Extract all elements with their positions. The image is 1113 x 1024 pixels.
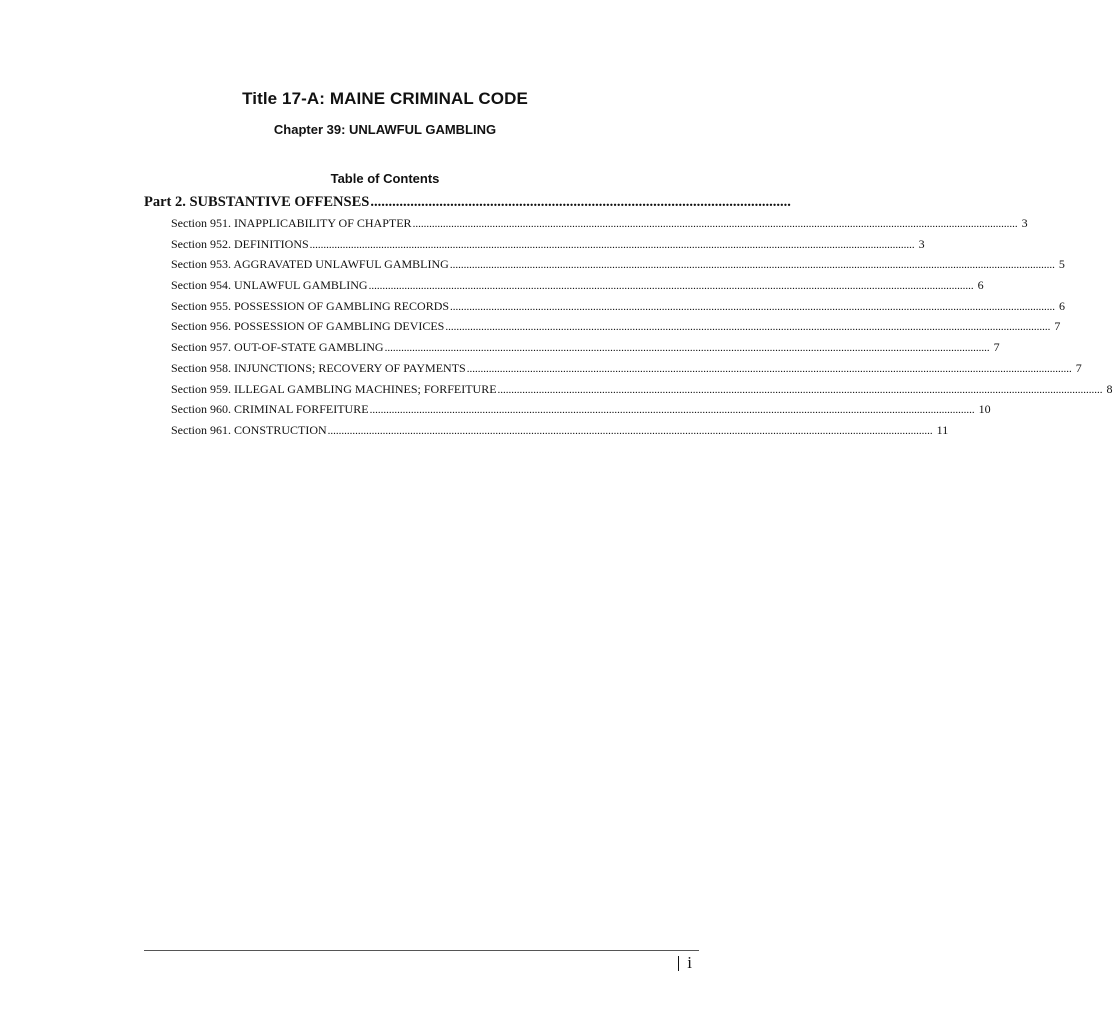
- toc-entry[interactable]: [171, 236, 925, 258]
- dot-leader: ............................................................................................................................................................................................................................: [368, 280, 974, 293]
- toc-entry[interactable]: [171, 340, 1000, 361]
- toc-entry[interactable]: [171, 360, 1082, 382]
- toc-entry[interactable]: [171, 381, 1113, 403]
- footer-divider: [144, 950, 699, 951]
- toc-entry-page: 6: [1059, 298, 1066, 313]
- toc-entry[interactable]: [171, 319, 1061, 340]
- toc-entry-label: Section 961. CONSTRUCTION: [171, 422, 327, 437]
- toc-entry-page: 7: [1075, 360, 1082, 375]
- toc-entry-page: 3: [918, 236, 925, 251]
- toc-entry-label: Section 960. CRIMINAL FORFEITURE: [171, 402, 369, 417]
- dot-leader: ............................................................................................................................................................................................................................: [327, 424, 933, 437]
- dot-leader: ............................................................................................................................................................................................................................: [449, 259, 1055, 272]
- part-label: Part 2. SUBSTANTIVE OFFENSES: [144, 194, 370, 210]
- toc-entry-page: 11: [936, 422, 949, 437]
- toc-entry-page: 7: [993, 340, 1000, 355]
- toc-entry-label: Section 958. INJUNCTIONS; RECOVERY OF PAYMENTS: [171, 360, 466, 375]
- toc-entry-page: 7: [1054, 319, 1061, 334]
- toc-entry-label: Section 956. POSSESSION OF GAMBLING DEVICES: [171, 319, 445, 334]
- toc-entry[interactable]: [171, 216, 1028, 237]
- toc-entry[interactable]: [171, 278, 984, 299]
- document-title: Title 17-A: MAINE CRIMINAL CODE: [242, 89, 528, 108]
- toc-entry-page: 5: [1058, 257, 1065, 272]
- toc-entry[interactable]: [171, 402, 991, 423]
- footer-separator: [678, 956, 680, 971]
- toc-entry-label: Section 951. INAPPLICABILITY OF CHAPTER: [171, 216, 412, 230]
- toc-entry-list: [171, 216, 1113, 444]
- chapter-title: Chapter 39: UNLAWFUL GAMBLING: [273, 122, 497, 137]
- toc-entry-page: 6: [977, 278, 984, 293]
- toc-entry-page: 10: [978, 402, 991, 417]
- dot-leader: ............................................................................................................................................................................................................................: [497, 383, 1103, 396]
- footer-page-label: i: [687, 953, 692, 972]
- toc-entry-label: Section 953. AGGRAVATED UNLAWFUL GAMBLING: [171, 257, 449, 272]
- toc-entry-label: Section 959. ILLEGAL GAMBLING MACHINES; FORFEITURE: [171, 381, 497, 396]
- toc-entry-page: 3: [1021, 216, 1028, 230]
- dot-leader: ............................................................................................................................................................................................................................: [445, 321, 1051, 334]
- toc-entry-label: Section 952. DEFINITIONS: [171, 236, 309, 251]
- dot-leader: ............................................................................................................................................................................................................................: [466, 362, 1072, 375]
- toc-entry-label: Section 955. POSSESSION OF GAMBLING RECORDS: [171, 298, 450, 313]
- footer-page-number: [678, 953, 692, 973]
- dot-leader: ............................................................................................................................................................................................................................: [309, 238, 915, 251]
- toc-heading: Table of Contents: [330, 171, 440, 186]
- toc-entry[interactable]: [171, 298, 1066, 320]
- toc-entry[interactable]: [171, 422, 949, 444]
- toc-entry-label: Section 957. OUT-OF-STATE GAMBLING: [171, 340, 384, 355]
- dot-leader: ............................................................................................................................................................................................................................: [450, 300, 1056, 313]
- dot-leader: ............................................................................................................................................................................................................................: [384, 342, 990, 355]
- toc-part-heading[interactable]: [144, 194, 791, 212]
- toc-entry[interactable]: [171, 257, 1065, 278]
- dot-leader: ....................................................................................................................: [370, 194, 791, 210]
- dot-leader: ............................................................................................................................................................................................................................: [412, 218, 1018, 230]
- toc-entry-label: Section 954. UNLAWFUL GAMBLING: [171, 278, 368, 293]
- toc-entry-page: 8: [1106, 381, 1113, 396]
- dot-leader: ............................................................................................................................................................................................................................: [369, 404, 975, 417]
